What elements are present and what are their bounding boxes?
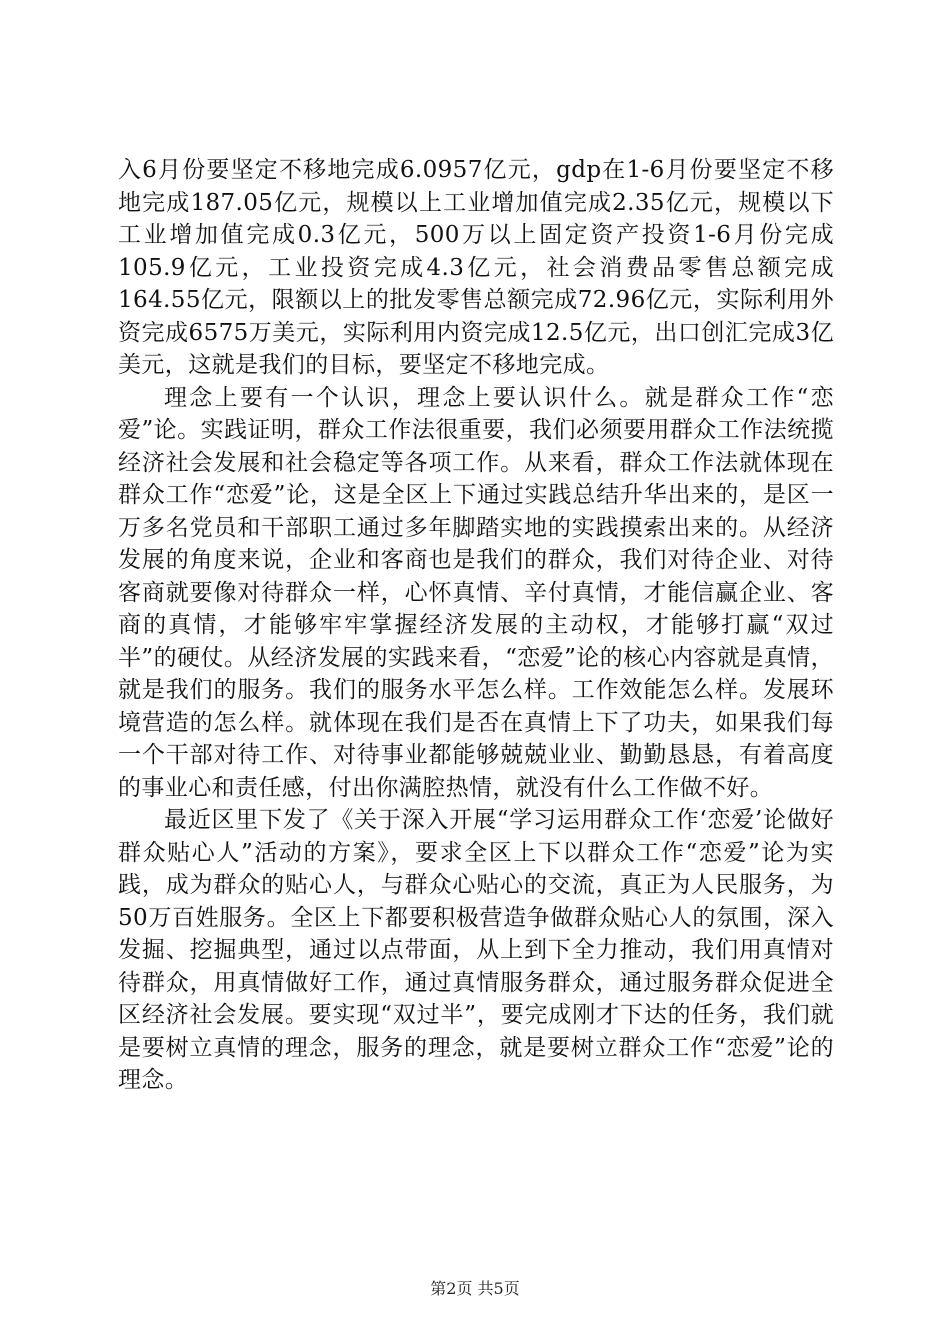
page-number: 第2页 共5页: [430, 1279, 520, 1298]
document-body: [118, 154, 834, 1097]
paragraph-campaign: 最近区里下发了《关于深入开展“学习运用群众工作‘恋爱’论做好群众贴心人”活动的方案》，要求全区上下以群众工作“恋爱”论为实践，成为群众的贴心人，与群众心贴心的交流，真正为人民服务，为50万百姓服务。全区上下都要积极营造争做群众贴心人的氛围，深入发掘、挖掘典型，通过以点带面，从上到下全力推动，我们用真情对待群众，用真情做好工作，通过真情服务群众，通过服务群众促进全区经济社会发展。要实现“双过半”，要完成刚才下达的任务，我们就是要树立真情的理念，服务的理念，就是要树立群众工作“恋爱”论的理念。: [118, 807, 834, 1093]
paragraph-continued: 入6月份要坚定不移地完成6.0957亿元，gdp在1-6月份要坚定不移地完成187.05亿元，规模以上工业增加值完成2.35亿元，规模以下工业增加值完成0.3亿元，500万以上固定资产投资1-6月份完成105.9亿元，工业投资完成4.3亿元，社会消费品零售总额完成164.55亿元，限额以上的批发零售总额完成72.96亿元，实际利用外资完成6575万美元，实际利用内资完成12.5亿元，出口创汇完成3亿美元，这就是我们的目标，要坚定不移地完成。: [118, 157, 834, 378]
paragraph-concept: 理念上要有一个认识，理念上要认识什么。就是群众工作“恋爱”论。实践证明，群众工作法很重要，我们必须要用群众工作法统揽经济社会发展和社会稳定等各项工作。从来看，群众工作法就体现在群众工作“恋爱”论，这是全区上下通过实践总结升华出来的，是区一万多名党员和干部职工通过多年脚踏实地的实践摸索出来的。从经济发展的角度来说，企业和客商也是我们的群众，我们对待企业、对待客商就要像对待群众一样，心怀真情、辛付真情，才能信赢企业、客商的真情，才能够牢牢掌握经济发展的主动权，才能够打赢“双过半”的硬仗。从经济发展的实践来看，“恋爱”论的核心内容就是真情，就是我们的服务。我们的服务水平怎么样。工作效能怎么样。发展环境营造的怎么样。就体现在我们是否在真情上下了功夫，如果我们每一个干部对待工作、对待事业都能够兢兢业业、勤勤恳恳，有着高度的事业心和责任感，付出你满腔热情，就没有什么工作做不好。: [118, 384, 834, 801]
